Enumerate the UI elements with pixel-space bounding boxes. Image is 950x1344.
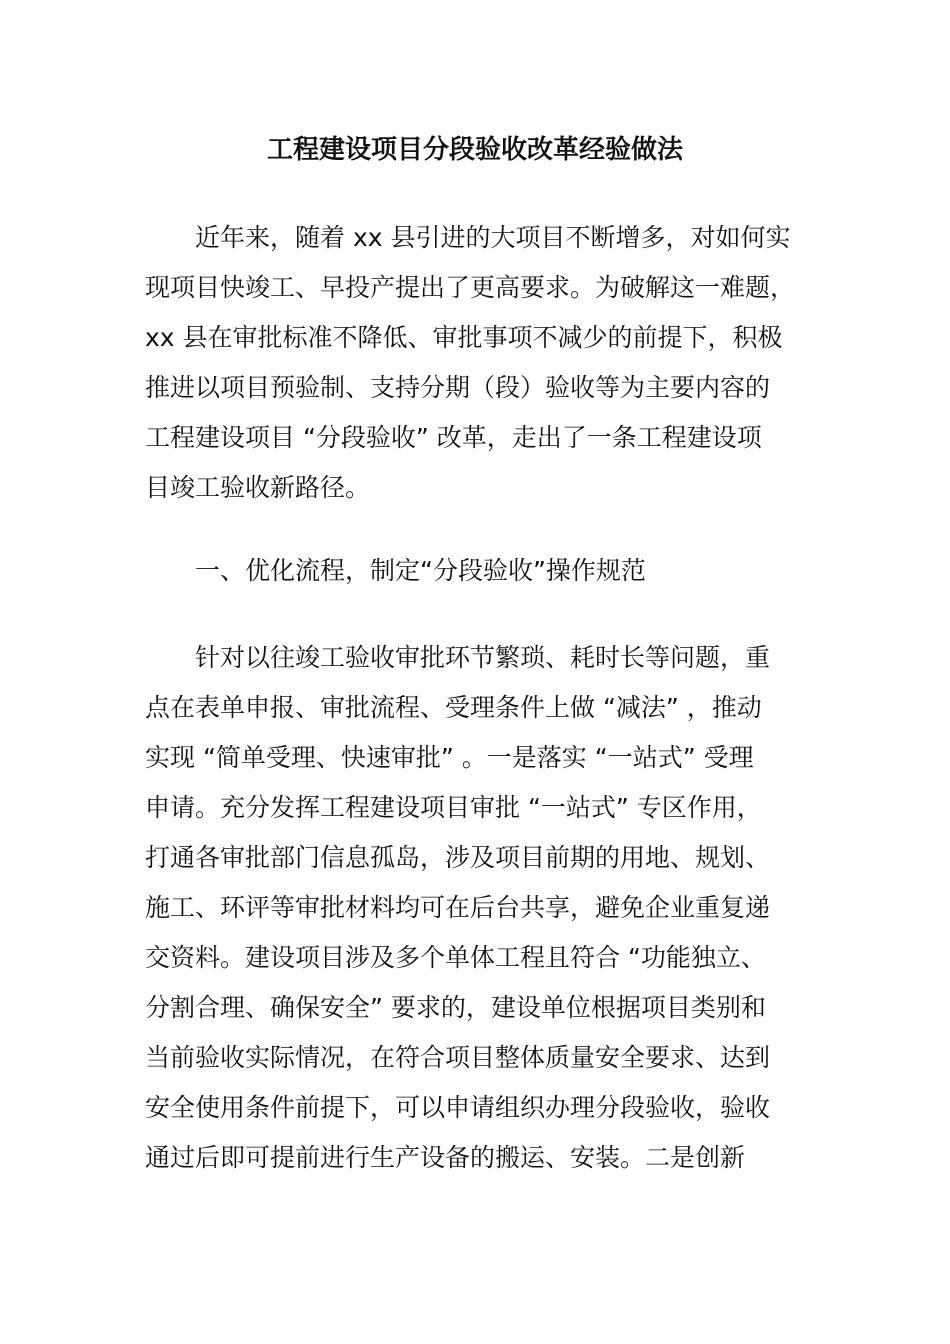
paragraph-line: 点在表单申报、审批流程、受理条件上做 “减法” ，推动 — [145, 693, 762, 722]
section-heading-text: 一、优化流程，制定“分段验收”操作规范 — [195, 556, 646, 585]
paragraph-line: 通过后即可提前进行生产设备的搬运、安装。二是创新 — [145, 1143, 746, 1172]
paragraph-line: 推进以项目预验制、支持分期（段）验收等为主要内容的 — [145, 373, 771, 402]
paragraph-line: 近年来，随着 xx 县引进的大项目不断增多，对如何实 — [195, 223, 791, 252]
paragraph-line: 交资料。建设项目涉及多个单体工程且符合 “功能独立、 — [145, 943, 766, 972]
paragraph-line: 实现 “简单受理、快速审批” 。一是落实 “一站式” 受理 — [145, 743, 754, 772]
paragraph-line: 现项目快竣工、早投产提出了更高要求。为破解这一难题， — [145, 273, 796, 302]
paragraph-line: 分割合理、确保安全” 要求的，建设单位根据项目类别和 — [145, 993, 766, 1022]
paragraph-line: 当前验收实际情况，在符合项目整体质量安全要求、达到 — [145, 1043, 771, 1072]
paragraph-line: 针对以往竣工验收审批环节繁琐、耗时长等问题，重 — [195, 643, 771, 672]
paragraph-intro — [145, 213, 815, 513]
paragraph-line: xx 县在审批标准不降低、审批事项不减少的前提下，积极 — [145, 323, 783, 352]
paragraph-line: 申请。充分发挥工程建设项目审批 “一站式” 专区作用， — [145, 793, 762, 822]
paragraph-line: 施工、环评等审批材料均可在后台共享，避免企业重复递 — [145, 893, 771, 922]
paragraph-line: 工程建设项目 “分段验收” 改革，走出了一条工程建设项 — [145, 423, 762, 452]
section-heading — [145, 546, 815, 596]
paragraph-section-1 — [145, 633, 815, 1183]
document-title: 工程建设项目分段验收改革经验做法 — [266, 135, 683, 165]
paragraph-line: 打通各审批部门信息孤岛，涉及项目前期的用地、规划、 — [145, 843, 771, 872]
paragraph-line: 安全使用条件前提下，可以申请组织办理分段验收，验收 — [145, 1093, 771, 1122]
paragraph-line: 目竣工验收新路径。 — [145, 473, 371, 502]
